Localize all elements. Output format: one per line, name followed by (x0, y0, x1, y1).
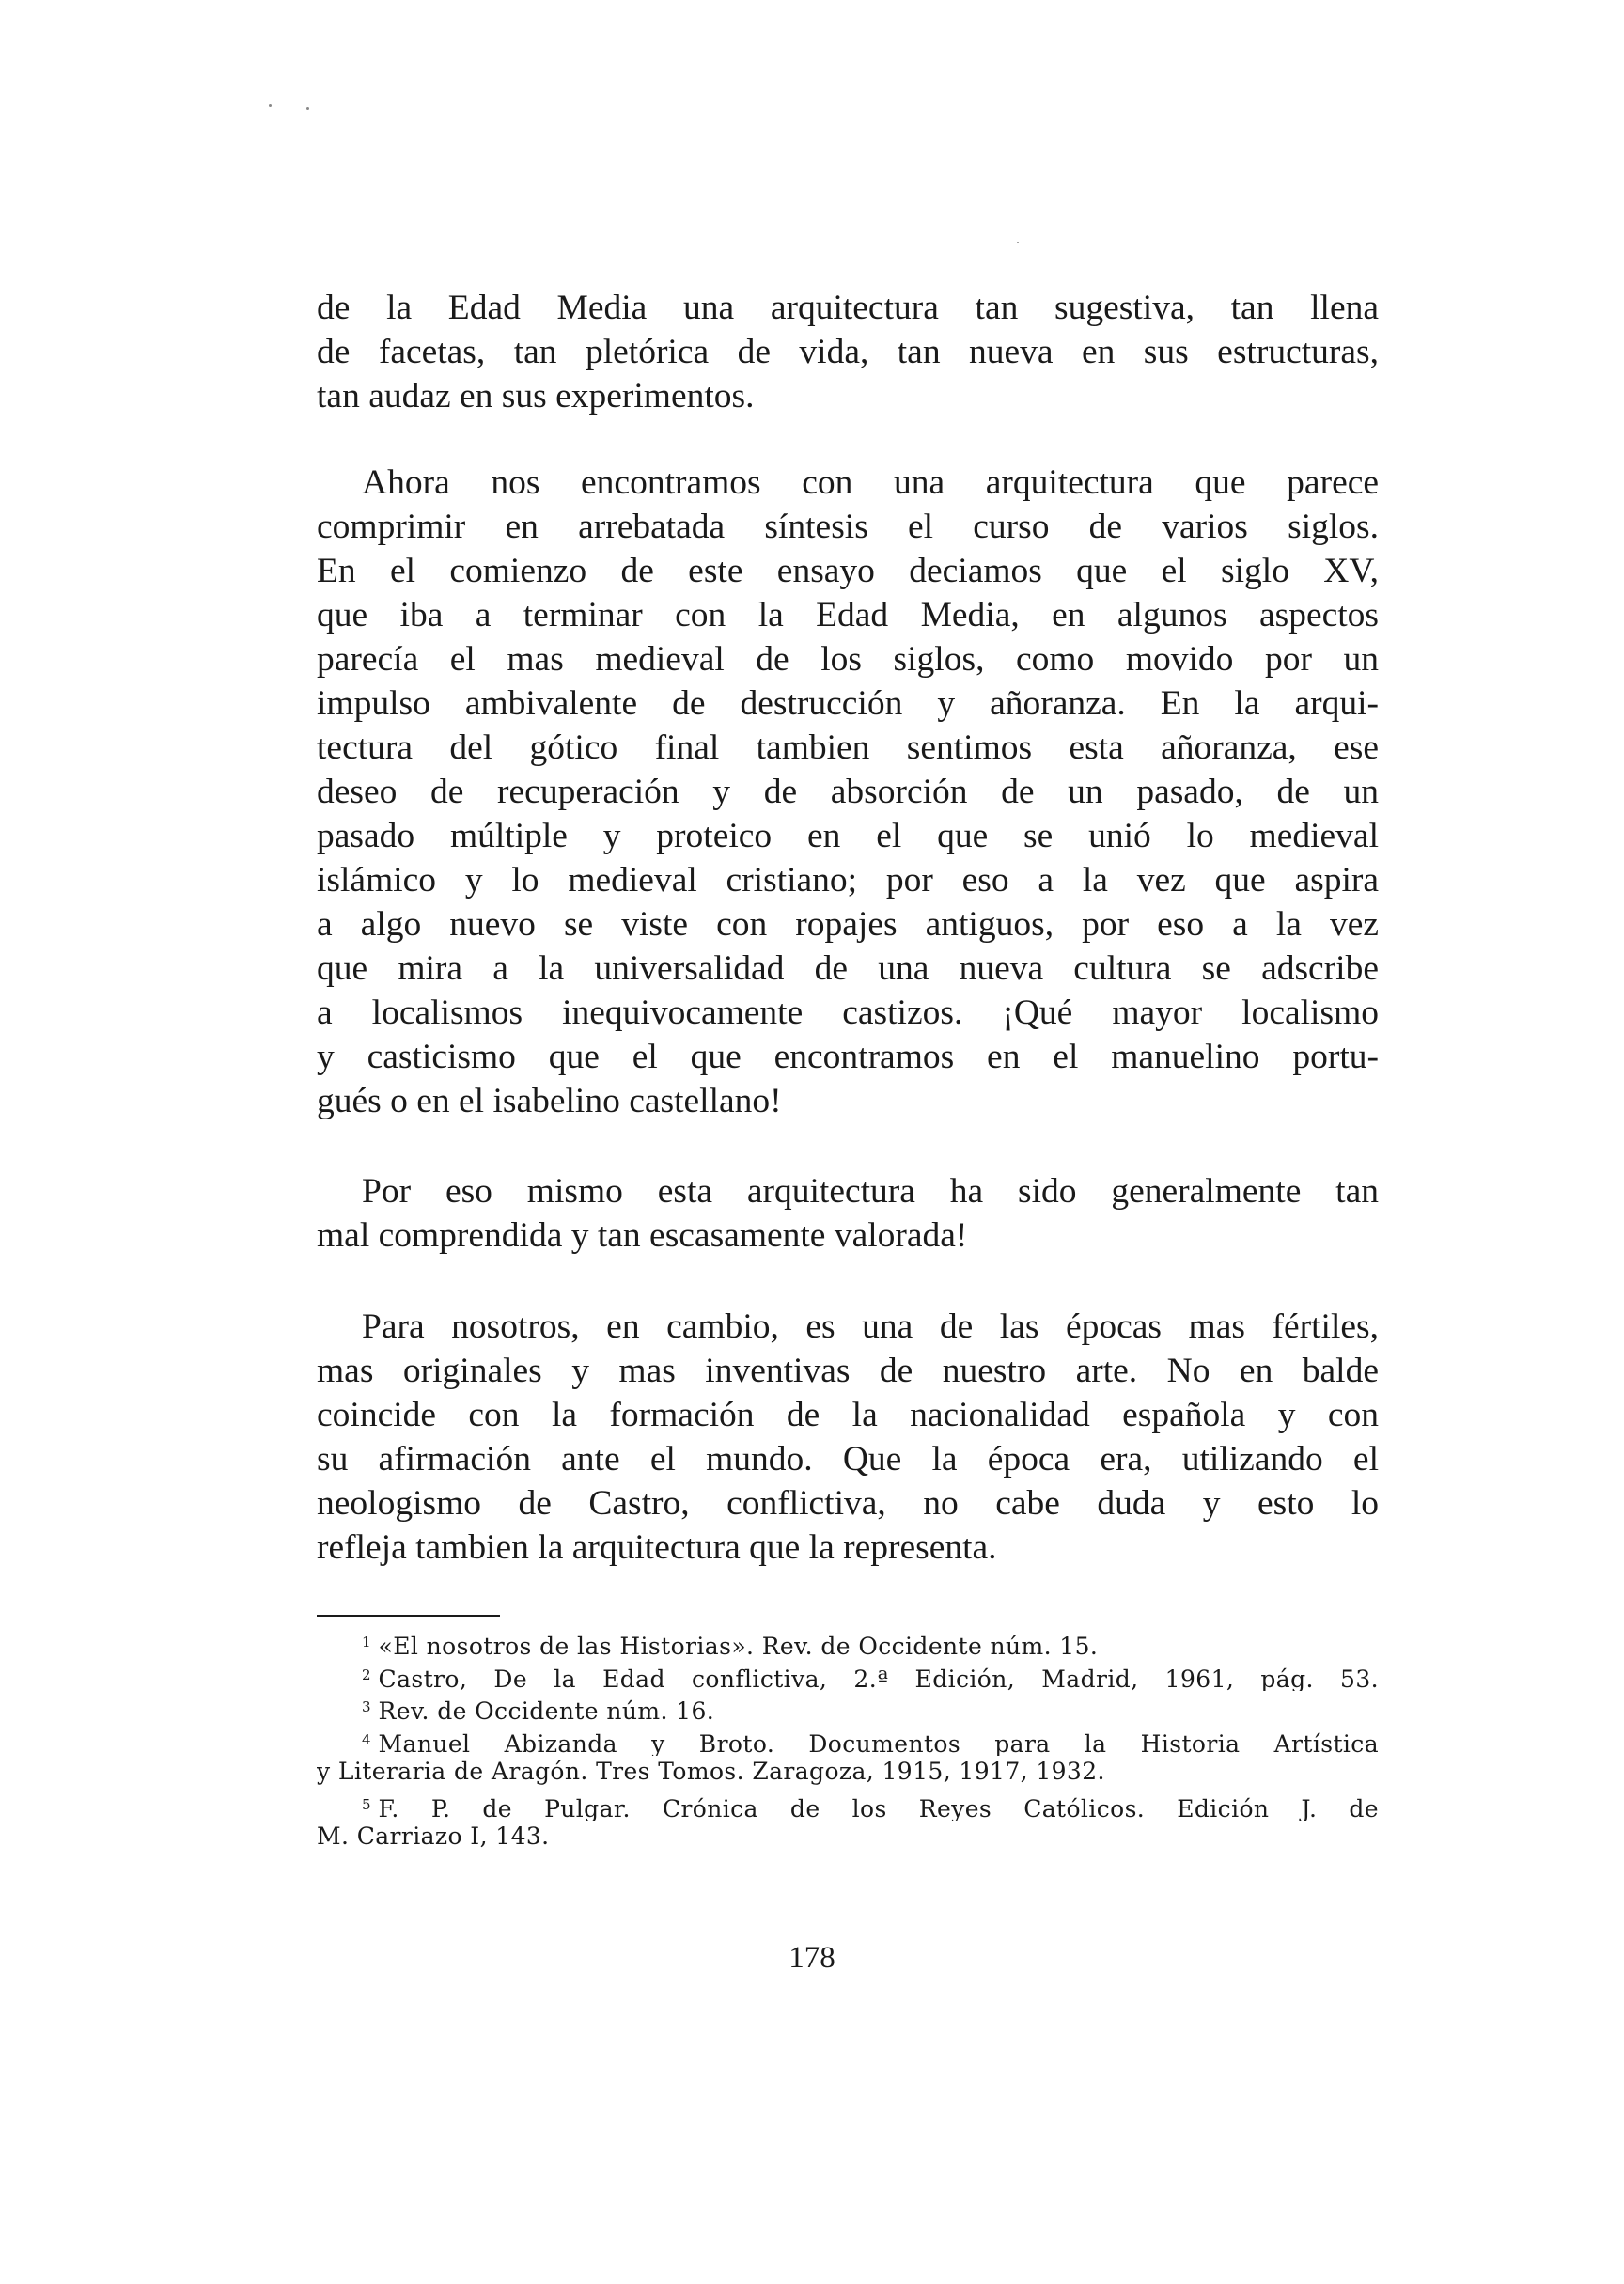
footnote-mark: 2 (362, 1666, 371, 1683)
text-line: parecía el mas medieval de los siglos, como movido por un (317, 640, 1379, 679)
text-line: Ahora nos encontramos con una arquitectura que parece (362, 463, 1379, 502)
text-line: En el comienzo de este ensayo deciamos que el siglo XV, (317, 552, 1379, 590)
text-line: gués o en el isabelino castellano! (317, 1082, 782, 1120)
footnote-1 (317, 1626, 1379, 1659)
footnote-3 (317, 1691, 1379, 1724)
text-line: neologismo de Castro, conflictiva, no cabe duda y esto lo (317, 1484, 1379, 1523)
text-line: pasado múltiple y proteico en el que se unió lo medieval (317, 817, 1379, 855)
scan-speck (1017, 242, 1019, 243)
footnote-5-continued: M. Carriazo I, 143. (317, 1823, 550, 1850)
text-line: deseo de recuperación y de absorción de un pasado, de un (317, 773, 1379, 811)
text-line: y casticismo que el que encontramos en el manuelino portu- (317, 1038, 1379, 1076)
text-line: mal comprendida y tan escasamente valorada! (317, 1216, 968, 1255)
text-line: tan audaz en sus experimentos. (317, 377, 755, 415)
paragraph-3 (317, 1169, 1379, 1258)
footnote-mark: 1 (362, 1634, 371, 1650)
footnote-4-continued: y Literaria de Aragón. Tres Tomos. Zaragoza, 1915, 1917, 1932. (317, 1758, 1105, 1785)
paragraph-4 (317, 1305, 1379, 1570)
text-line: a algo nuevo se viste con ropajes antiguos, por eso a la vez (317, 905, 1379, 944)
text-line: tectura del gótico final tambien sentimos esta añoranza, ese (317, 728, 1379, 767)
paragraph-2 (317, 461, 1379, 1123)
text-line: de la Edad Media una arquitectura tan sugestiva, tan llena (317, 289, 1379, 327)
text-line: Para nosotros, en cambio, es una de las épocas mas fértiles, (362, 1307, 1379, 1346)
footnote-mark: 5 (362, 1795, 371, 1813)
footnote-text: F. P. de Pulgar. Crónica de los Reyes Católicos. Edición J. de (378, 1794, 1379, 1821)
footnote-text: Rev. de Occidente núm. 16. (378, 1697, 715, 1724)
text-line: comprimir en arrebatada síntesis el curso de varios siglos. (317, 508, 1379, 546)
footnote-2 (317, 1659, 1379, 1692)
footnote-text: «El nosotros de las Historias». Rev. de Occidente núm. 15. (378, 1633, 1099, 1659)
footnote-4 (317, 1724, 1379, 1757)
text-line: su afirmación ante el mundo. Que la época era, utilizando el (317, 1440, 1379, 1478)
footnote-5 (317, 1789, 1379, 1822)
footnote-mark: 4 (362, 1730, 371, 1748)
text-line: refleja tambien la arquitectura que la representa. (317, 1528, 997, 1567)
text-line: islámico y lo medieval cristiano; por eso a la vez que aspira (317, 861, 1379, 900)
text-line: que iba a terminar con la Edad Media, en algunos aspectos (317, 596, 1379, 634)
footnote-mark: 3 (362, 1698, 371, 1715)
footnotes (317, 1626, 1379, 1854)
text-line: de facetas, tan pletórica de vida, tan nueva en sus estructuras, (317, 333, 1379, 371)
scan-speck (269, 104, 272, 107)
footnote-text: Castro, De la Edad conflictiva, 2.ª Edición, Madrid, 1961, pág. 53. (378, 1665, 1379, 1691)
text-line: mas originales y mas inventivas de nuestro arte. No en balde (317, 1352, 1379, 1390)
text-line: coincide con la formación de la nacionalidad española y con (317, 1396, 1379, 1434)
text-line: que mira a la universalidad de una nueva cultura se adscribe (317, 949, 1379, 988)
page-number: 178 (789, 1941, 835, 1975)
footnote-text: Manuel Abizanda y Broto. Documentos para la Historia Artística (378, 1729, 1379, 1756)
scan-speck (306, 107, 309, 110)
text-line: Por eso mismo esta arquitectura ha sido generalmente tan (362, 1172, 1379, 1211)
footnote-separator (317, 1615, 500, 1617)
text-line: impulso ambivalente de destrucción y añoranza. En la arqui- (317, 684, 1379, 723)
text-line: a localismos inequivocamente castizos. ¡Qué mayor localismo (317, 993, 1379, 1032)
paragraph-1 (317, 286, 1379, 418)
